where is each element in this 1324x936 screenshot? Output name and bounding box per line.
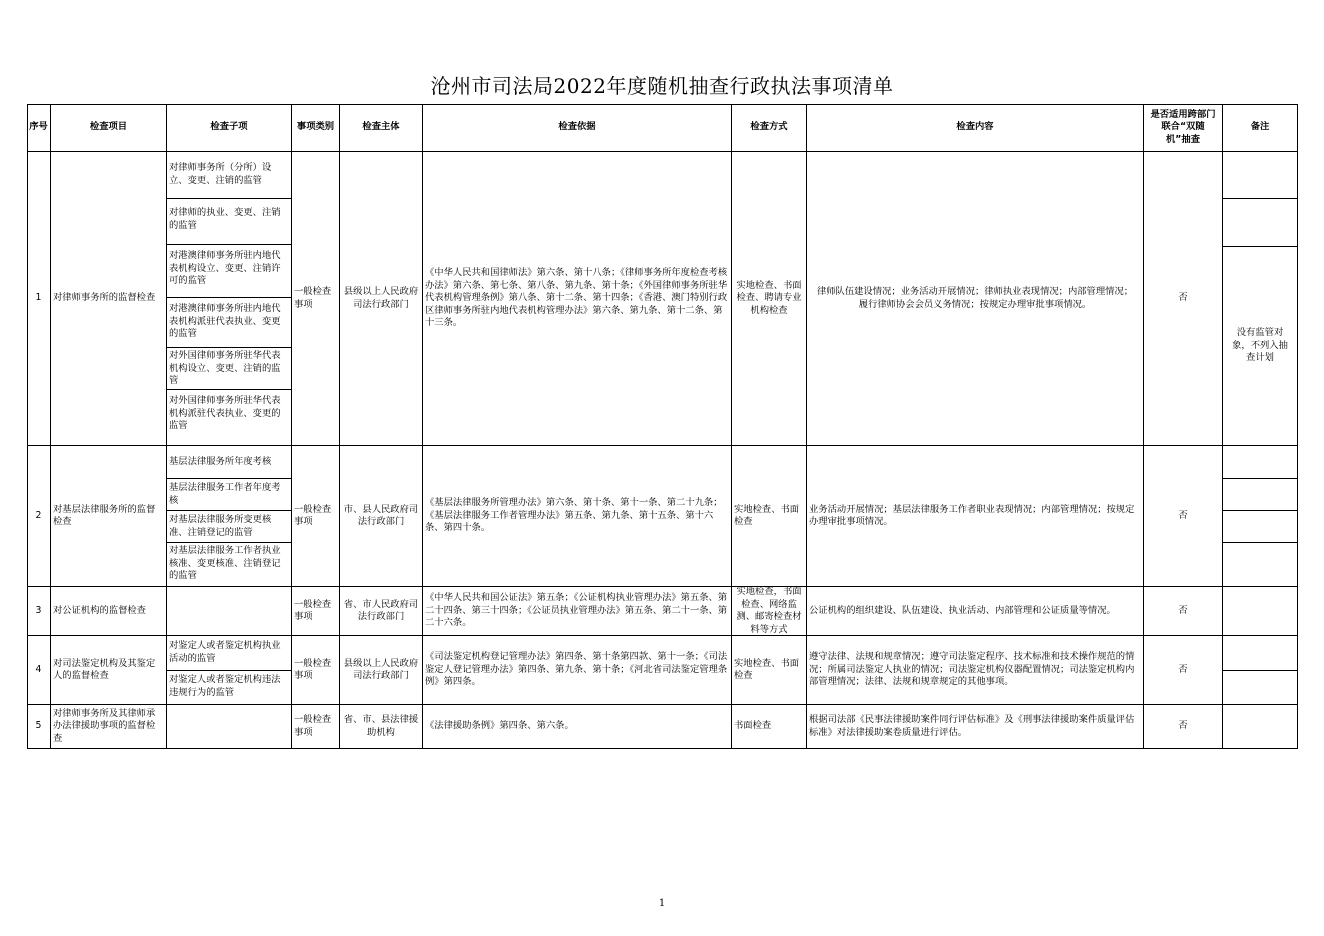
header-method: 检查方式 [732, 104, 807, 152]
row5-content: 根据司法部《民事法律援助案件同行评估标准》及《刑事法律援助案件质量评估标准》对法律援助案卷质量进行评估。 [807, 705, 1144, 749]
row5-type: 一般检查事项 [292, 705, 340, 749]
row3-joint: 否 [1144, 587, 1223, 636]
row1-seq: 1 [27, 152, 51, 446]
row3-subitem-blank [167, 587, 292, 636]
row1-subitem: 对律师的执业、变更、注销的监管 [167, 199, 292, 245]
row3-subject: 省、市人民政府司法行政部门 [340, 587, 423, 636]
row1-remark-blank [1223, 199, 1298, 247]
row3-method: 实地检查，书面检查、网络监测、邮寄检查材料等方式 [732, 587, 807, 636]
row1-basis: 《中华人民共和国律师法》第六条、第十八条；《律师事务所年度检查考核办法》第六条、第七条、第八条、第九条、第十条；《外国律师事务所驻华代表机构管理条例》第八条、第十二条、第十四条；《香港、澳门特别行政区律师事务所驻内地代表机构管理办法》第六条、第九条、第十二条、第十三条。 [423, 152, 732, 446]
row5-seq: 5 [27, 705, 51, 749]
row4-seq: 4 [27, 636, 51, 705]
header-remark: 备注 [1223, 104, 1298, 152]
row3-content: 公证机构的组织建设、队伍建设、执业活动、内部管理和公证质量等情况。 [807, 587, 1144, 636]
header-subitem: 检查子项 [167, 104, 292, 152]
row2-basis: 《基层法律服务所管理办法》第六条、第十条、第十一条、第二十九条；《基层法律服务工作者管理办法》第五条、第九条、第十五条、第十六条、第四十条。 [423, 446, 732, 587]
row1-subitem: 对港澳律师事务所驻内地代表机构派驻代表执业、变更的监管 [167, 298, 292, 348]
header-joint: 是否适用跨部门联合“双随机”抽查 [1144, 104, 1223, 152]
row2-subitem: 基层法律服务所年度考核 [167, 446, 292, 479]
row2-seq: 2 [27, 446, 51, 587]
inspection-table [27, 104, 1298, 749]
row4-method: 实地检查、书面检查 [732, 636, 807, 705]
row2-subitem: 基层法律服务工作者年度考核 [167, 479, 292, 511]
row1-remark: 没有监管对象，不列入抽查计划 [1223, 247, 1298, 446]
row2-subject: 市、县人民政府司法行政部门 [340, 446, 423, 587]
header-item: 检查项目 [51, 104, 167, 152]
row1-subitem: 对外国律师事务所驻华代表机构派驻代表执业、变更的监管 [167, 390, 292, 446]
row2-remark-blank [1223, 446, 1298, 479]
row2-remark-blank [1223, 511, 1298, 543]
row5-subject: 省、市、县法律援助机构 [340, 705, 423, 749]
row5-item: 对律师事务所及其律师承办法律援助事项的监督检查 [51, 705, 167, 749]
row4-content: 遵守法律、法规和规章情况；遵守司法鉴定程序、技术标准和技术操作规范的情况；所属司法鉴定人执业的情况；司法鉴定机构仪器配置情况；司法鉴定机构内部管理情况；法律、法规和规章规定的其他事项。 [807, 636, 1144, 705]
row2-method: 实地检查、书面检查 [732, 446, 807, 587]
row2-item: 对基层法律服务所的监督检查 [51, 446, 167, 587]
row1-subitem: 对外国律师事务所驻华代表机构设立、变更、注销的监管 [167, 348, 292, 390]
row2-subitem: 对基层法律服务所变更核准、注销登记的监管 [167, 511, 292, 543]
header-subject: 检查主体 [340, 104, 423, 152]
row4-basis: 《司法鉴定机构登记管理办法》第四条、第十条第四款、第十一条；《司法鉴定人登记管理办法》第四条、第九条、第十条；《河北省司法鉴定管理条例》第四条。 [423, 636, 732, 705]
row4-remark-blank [1223, 671, 1298, 705]
row4-remark-blank [1223, 636, 1298, 671]
row4-joint: 否 [1144, 636, 1223, 705]
row1-method: 实地检查、书面检查、聘请专业机构检查 [732, 152, 807, 446]
row5-subitem-blank [167, 705, 292, 749]
row5-joint: 否 [1144, 705, 1223, 749]
row3-remark-blank [1223, 587, 1298, 636]
row4-type: 一般检查事项 [292, 636, 340, 705]
row2-joint: 否 [1144, 446, 1223, 587]
header-basis: 检查依据 [423, 104, 732, 152]
header-type: 事项类别 [292, 104, 340, 152]
row1-remark-blank [1223, 152, 1298, 199]
row3-item: 对公证机构的监督检查 [51, 587, 167, 636]
row2-type: 一般检查事项 [292, 446, 340, 587]
row5-method: 书面检查 [732, 705, 807, 749]
row4-item: 对司法鉴定机构及其鉴定人的监督检查 [51, 636, 167, 705]
row5-remark-blank [1223, 705, 1298, 749]
row4-subitem: 对鉴定人或者鉴定机构执业活动的监管 [167, 636, 292, 671]
row1-subject: 县级以上人民政府司法行政部门 [340, 152, 423, 446]
row4-subject: 县级以上人民政府司法行政部门 [340, 636, 423, 705]
row3-type: 一般检查事项 [292, 587, 340, 636]
row1-type: 一般检查事项 [292, 152, 340, 446]
row1-item: 对律师事务所的监督检查 [51, 152, 167, 446]
header-seq: 序号 [27, 104, 51, 152]
row5-basis: 《法律援助条例》第四条、第六条。 [423, 705, 732, 749]
row4-subitem: 对鉴定人或者鉴定机构违法违规行为的监管 [167, 671, 292, 705]
row3-basis: 《中华人民共和国公证法》第五条；《公证机构执业管理办法》第五条、第二十四条、第三十四条；《公证员执业管理办法》第五条、第二十一条、第二十六条。 [423, 587, 732, 636]
header-content: 检查内容 [807, 104, 1144, 152]
page-number: 1 [658, 898, 666, 909]
row1-joint: 否 [1144, 152, 1223, 446]
row3-seq: 3 [27, 587, 51, 636]
page-title: 沧州市司法局2022年度随机抽查行政执法事项清单 [430, 74, 894, 98]
row2-subitem: 对基层法律服务工作者执业核准、变更核准、注销登记的监管 [167, 543, 292, 587]
row1-subitem: 对律师事务所（分所）设立、变更、注销的监管 [167, 152, 292, 199]
row1-content: 律师队伍建设情况；业务活动开展情况；律师执业表现情况；内部管理情况；履行律师协会会员义务情况；按规定办理审批事项情况。 [807, 152, 1144, 446]
row2-remark-blank [1223, 479, 1298, 511]
row2-remark-blank [1223, 543, 1298, 587]
row2-content: 业务活动开展情况；基层法律服务工作者职业表现情况；内部管理情况；按规定办理审批事项情况。 [807, 446, 1144, 587]
row1-subitem: 对港澳律师事务所驻内地代表机构设立、变更、注销许可的监管 [167, 245, 292, 298]
